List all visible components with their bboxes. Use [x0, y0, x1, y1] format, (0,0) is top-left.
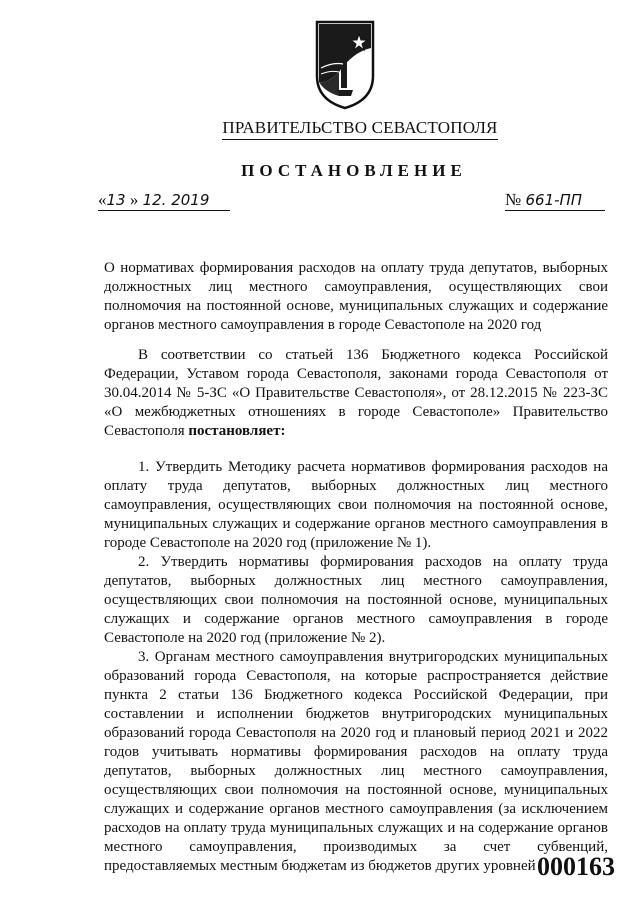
- date-month-year: 12. 2019: [142, 191, 210, 209]
- item-3-paragraph: 3. Органам местного самоуправления внутригородских муниципальных образований города Севастополя, на которые распространяется действие пункта 2 статьи 136 Бюджетного кодекса Российской Федерации, при составлении и исполнении бюджетов внутригородских муниципальных образований города Севастополя на 2020 год и плановый период 2021 и 2022 годов учитывать нормативы формирования расходов на оплату труда депутатов, выборных должностных лиц местного самоуправления, осуществляющих свои полномочия на постоянной основе, муниципальных служащих и содержание органов местного самоуправления (за исключением расходов на оплату труда муниципальных служащих и на содержание органов местного самоуправления, производимых за счет субвенций, предоставляемых местным бюджетам из бюджетов других уровней: [104, 649, 608, 874]
- date-open-quote: «: [98, 190, 107, 209]
- date-close-quote: »: [125, 190, 143, 209]
- document-type: ПОСТАНОВЛЕНИЕ: [241, 161, 467, 180]
- preamble-text: В соответствии со статьей 136 Бюджетного кодекса Российской Федерации, Уставом города Севастополя, законами города Севастополя от 30.04.2014 № 5-ЗС «О Правительстве Севастополя», от 28.12.2015 № 223-ЗС «О межбюджетных отношениях в городе Севастополе» Правительство Севастополя: [104, 347, 608, 439]
- item-2-paragraph: 2. Утвердить нормативы формирования расходов на оплату труда депутатов, выборных должностных лиц местного самоуправления, осуществляющих свои полномочия на постоянной основе, муниципальных служащих и содержание органов местного самоуправления в городе Севастополе на 2020 год (приложение № 2).: [104, 554, 608, 646]
- organization-name: ПРАВИТЕЛЬСТВО СЕВАСТОПОЛЯ: [0, 118, 632, 140]
- document-title: О нормативах формирования расходов на оплату труда депутатов, выборных должностных лиц местного самоуправления, осуществляющих свои полномочия на постоянной основе, муниципальных служащих и содержание органов местного самоуправления в городе Севастополе на 2020 год: [104, 260, 608, 333]
- sevastopol-coat-of-arms-icon: [313, 18, 377, 110]
- number-sign: №: [505, 190, 526, 209]
- number-value: 661-ПП: [525, 191, 583, 209]
- document-body: [104, 346, 608, 876]
- preamble-paragraph: [104, 346, 608, 441]
- page-code: 000163: [537, 852, 615, 881]
- preamble-decree-word: постановляет:: [188, 423, 286, 439]
- date-day: 13: [106, 191, 126, 209]
- document-number: [505, 190, 605, 211]
- item-1-paragraph: 1. Утвердить Методику расчета нормативов формирования расходов на оплату труда депутатов, выборных должностных лиц местного самоуправления, осуществляющих свои полномочия на постоянной основе, муниципальных служащих и содержание органов местного самоуправления в городе Севастополе на 2020 год (приложение № 1).: [104, 459, 608, 551]
- document-date: [98, 190, 230, 211]
